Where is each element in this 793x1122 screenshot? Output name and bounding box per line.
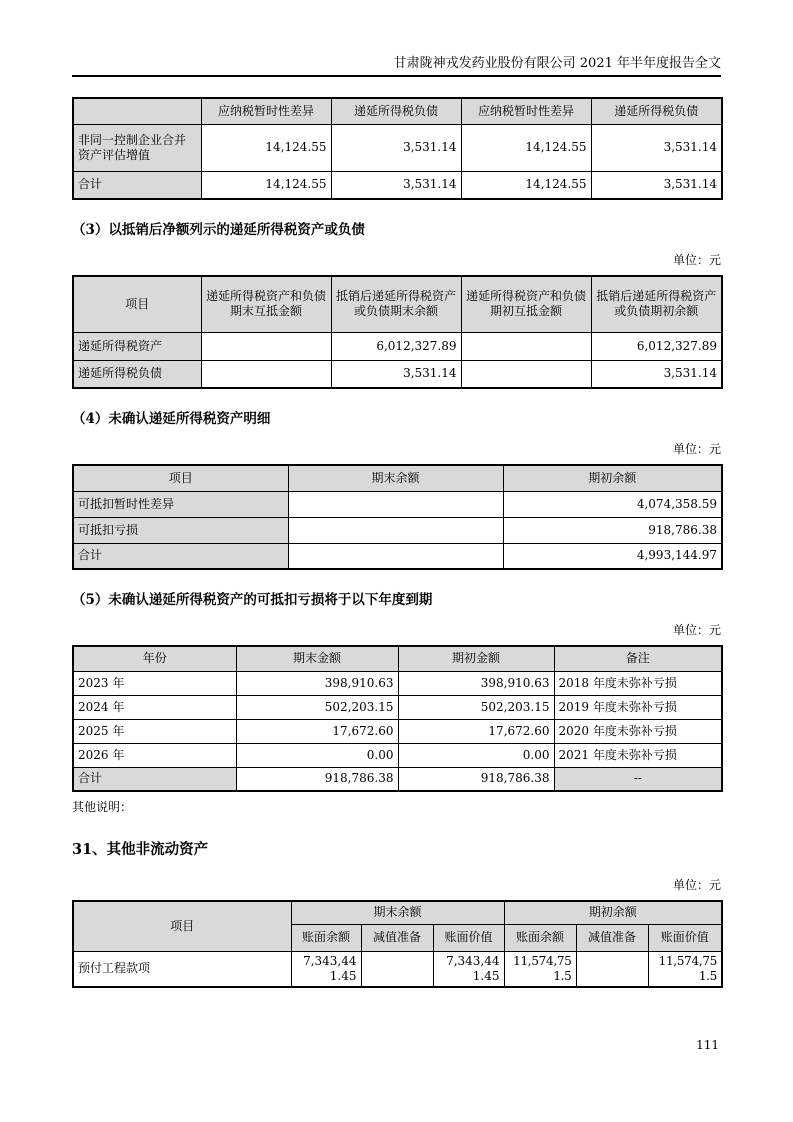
column-header: 应纳税暂时性差异 (461, 98, 591, 124)
table-row (73, 695, 722, 719)
cell-value: 502,203.15 (236, 695, 398, 719)
cell-value (201, 360, 331, 388)
column-header: 递延所得税资产和负债期初互抵金额 (461, 276, 591, 332)
page-number: 111 (696, 1038, 719, 1052)
cell-value: 3,531.14 (591, 124, 722, 171)
cell-value: 398,910.63 (236, 671, 398, 695)
cell-value: 3,531.14 (591, 360, 722, 388)
table-row (73, 360, 722, 388)
table-header-row (73, 98, 722, 124)
cell-value: 14,124.55 (201, 124, 331, 171)
column-header: 项目 (73, 901, 291, 951)
unit-label: 单位：元 (672, 442, 721, 456)
cell-value (288, 517, 503, 543)
page-content (72, 97, 721, 988)
cell-value: 3,531.14 (331, 124, 461, 171)
deductible-losses-expiry-table (72, 645, 723, 792)
section-heading-4: （4）未确认递延所得税资产明细 (72, 411, 271, 427)
sub-header: 账面余额 (504, 924, 576, 951)
sub-header: 账面价值 (648, 924, 722, 951)
cell-value: 502,203.15 (398, 695, 554, 719)
column-header: 递延所得税负债 (591, 98, 722, 124)
year-label: 2025 年 (73, 719, 236, 743)
table-row-total (73, 543, 722, 569)
table-row (73, 332, 722, 360)
cell-value: 17,672.60 (236, 719, 398, 743)
table-row-total (73, 171, 722, 199)
taxable-temporary-differences-table (72, 97, 723, 200)
row-label: 可抵扣暂时性差异 (73, 491, 288, 517)
table-header-row (73, 901, 722, 924)
row-label: 可抵扣亏损 (73, 517, 288, 543)
column-header: 抵销后递延所得税资产或负债期末余额 (331, 276, 461, 332)
cell-value: 3,531.14 (331, 171, 461, 199)
cell-value: 918,786.38 (236, 767, 398, 791)
cell-value: 3,531.14 (591, 171, 722, 199)
column-header-blank (73, 98, 201, 124)
column-header: 期末余额 (288, 465, 503, 491)
cell-value: 398,910.63 (398, 671, 554, 695)
row-label: 合计 (73, 171, 201, 199)
table-row (73, 671, 722, 695)
table-header-row (73, 646, 722, 671)
other-note: 其他说明： (72, 800, 133, 814)
sub-header: 减值准备 (361, 924, 433, 951)
cell-value (201, 332, 331, 360)
section-heading-31: 31、其他非流动资产 (72, 841, 209, 858)
cell-value: 7,343,441.45 (433, 951, 504, 987)
cell-value: 17,672.60 (398, 719, 554, 743)
cell-value (288, 543, 503, 569)
cell-value (288, 491, 503, 517)
column-header: 递延所得税资产和负债期末互抵金额 (201, 276, 331, 332)
note-cell: -- (554, 767, 722, 791)
unit-label: 单位：元 (672, 878, 721, 892)
cell-value: 4,074,358.59 (503, 491, 722, 517)
section-heading-3: （3）以抵销后净额列示的递延所得税资产或负债 (72, 222, 365, 238)
document-title: 甘肃陇神戎发药业股份有限公司 2021 年半年度报告全文 (393, 56, 721, 71)
table-row (73, 743, 722, 767)
group-header-ending: 期末余额 (291, 901, 504, 924)
row-label: 合计 (73, 767, 236, 791)
cell-value: 0.00 (236, 743, 398, 767)
cell-value (461, 332, 591, 360)
column-header: 项目 (73, 276, 201, 332)
unit-label: 单位：元 (672, 623, 721, 637)
column-header: 项目 (73, 465, 288, 491)
column-header: 递延所得税负债 (331, 98, 461, 124)
section-heading-5: （5）未确认递延所得税资产的可抵扣亏损将于以下年度到期 (72, 592, 433, 608)
cell-value: 11,574,751.5 (648, 951, 722, 987)
cell-value (576, 951, 648, 987)
group-header-beginning: 期初余额 (504, 901, 722, 924)
column-header: 期初金额 (398, 646, 554, 671)
year-label: 2023 年 (73, 671, 236, 695)
net-deferred-tax-table (72, 275, 723, 389)
year-label: 2026 年 (73, 743, 236, 767)
table-row-total (73, 767, 722, 791)
table-row (73, 491, 722, 517)
sub-header: 减值准备 (576, 924, 648, 951)
table-header-row (73, 276, 722, 332)
sub-header: 账面余额 (291, 924, 361, 951)
unrecognized-deferred-tax-assets-table (72, 464, 723, 570)
table-row (73, 951, 722, 987)
cell-value: 11,574,751.5 (504, 951, 576, 987)
document-header (72, 0, 721, 77)
cell-value: 3,531.14 (331, 360, 461, 388)
cell-value: 14,124.55 (201, 171, 331, 199)
row-label: 预付工程款项 (73, 951, 291, 987)
row-label: 递延所得税负债 (73, 360, 201, 388)
column-header: 期末金额 (236, 646, 398, 671)
column-header: 年份 (73, 646, 236, 671)
cell-value: 7,343,441.45 (291, 951, 361, 987)
row-label: 合计 (73, 543, 288, 569)
cell-value: 4,993,144.97 (503, 543, 722, 569)
column-header: 抵销后递延所得税资产或负债期初余额 (591, 276, 722, 332)
note-cell: 2020 年度未弥补亏损 (554, 719, 722, 743)
table-header-row (73, 465, 722, 491)
column-header: 备注 (554, 646, 722, 671)
unit-label: 单位：元 (672, 253, 721, 267)
row-label: 非同一控制企业合并资产评估增值 (73, 124, 201, 171)
cell-value (461, 360, 591, 388)
cell-value: 918,786.38 (398, 767, 554, 791)
cell-value: 6,012,327.89 (591, 332, 722, 360)
table-row (73, 719, 722, 743)
cell-value: 6,012,327.89 (331, 332, 461, 360)
cell-value: 918,786.38 (503, 517, 722, 543)
column-header: 期初余额 (503, 465, 722, 491)
note-cell: 2018 年度未弥补亏损 (554, 671, 722, 695)
year-label: 2024 年 (73, 695, 236, 719)
note-cell: 2019 年度未弥补亏损 (554, 695, 722, 719)
column-header: 应纳税暂时性差异 (201, 98, 331, 124)
table-row (73, 124, 722, 171)
cell-value (361, 951, 433, 987)
other-noncurrent-assets-table (72, 900, 723, 988)
cell-value: 0.00 (398, 743, 554, 767)
table-row (73, 517, 722, 543)
row-label: 递延所得税资产 (73, 332, 201, 360)
cell-value: 14,124.55 (461, 124, 591, 171)
note-cell: 2021 年度未弥补亏损 (554, 743, 722, 767)
sub-header: 账面价值 (433, 924, 504, 951)
cell-value: 14,124.55 (461, 171, 591, 199)
